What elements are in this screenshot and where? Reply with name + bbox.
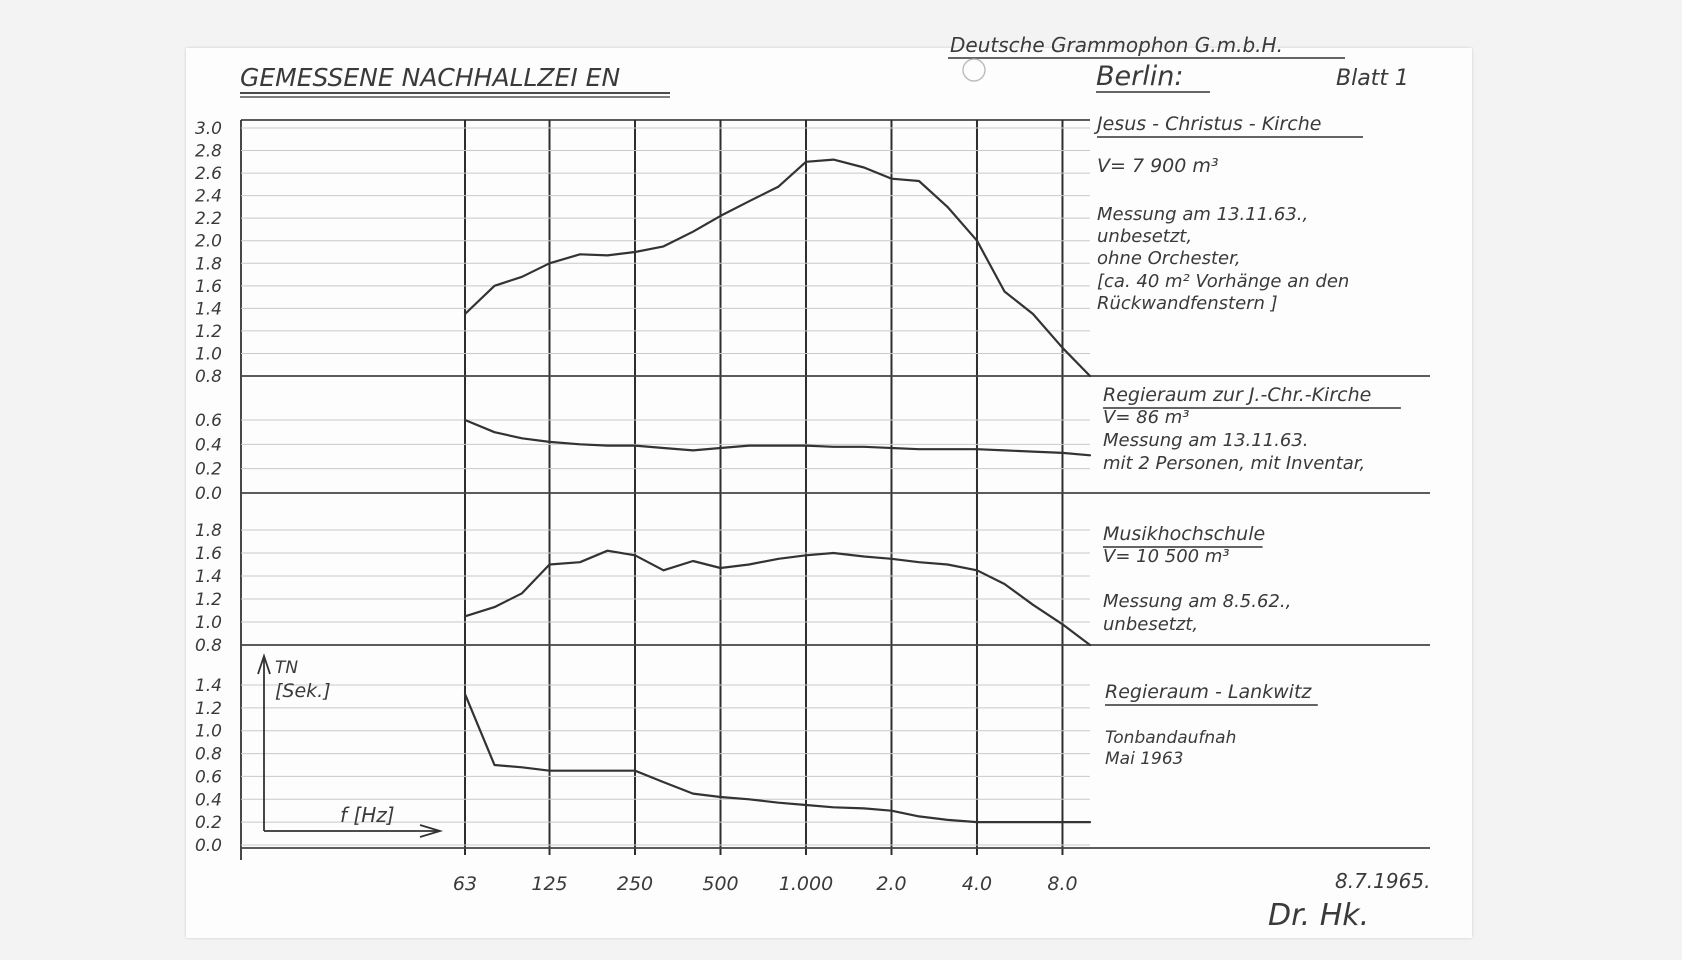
y-tick-label: 1.0 <box>194 344 222 365</box>
panel-note: Rückwandfenstern ] <box>1097 293 1278 314</box>
y-tick-label: 0.4 <box>194 790 222 811</box>
curves <box>465 160 1090 823</box>
curve-3 <box>465 551 1090 645</box>
x-tick-label: 250 <box>616 873 654 895</box>
panel-note: unbesetzt, <box>1103 614 1199 635</box>
y-tick-label: 0.8 <box>194 744 222 765</box>
y-tick-label: 0.6 <box>194 767 222 788</box>
y-tick-label: 0.0 <box>194 484 222 504</box>
axis-ticks <box>195 119 1078 895</box>
signature: Dr. Hk. <box>1268 898 1370 933</box>
y-tick-label: 1.2 <box>194 698 222 719</box>
curve-1 <box>465 160 1090 376</box>
panel-note: Tonbandaufnah <box>1105 728 1237 748</box>
y-tick-label: 2.0 <box>194 231 222 252</box>
y-tick-label: 0.8 <box>194 636 222 656</box>
y-tick-label: 2.4 <box>194 186 222 207</box>
y-tick-label: 1.6 <box>194 544 222 564</box>
y-tick-label: 1.4 <box>194 299 222 320</box>
panel-note: V= 10 500 m³ <box>1103 546 1230 567</box>
panel-note: mit 2 Personen, mit Inventar, <box>1103 453 1366 474</box>
panel-note: unbesetzt, <box>1097 226 1193 247</box>
x-tick-label: 1.000 <box>778 873 834 895</box>
y-tick-label: 2.2 <box>194 209 222 230</box>
grid <box>241 120 1430 860</box>
city-label: Berlin: <box>1096 61 1184 92</box>
y-axis-unit: [Sek.] <box>275 680 331 702</box>
panel-note: V= 7 900 m³ <box>1097 155 1219 177</box>
y-tick-label: 1.6 <box>194 276 222 297</box>
panel-title: Regieraum zur J.-Chr.-Kirche <box>1103 384 1372 406</box>
y-tick-label: 1.4 <box>194 676 222 696</box>
panel-note: V= 86 m³ <box>1103 407 1190 428</box>
y-tick-label: 2.8 <box>194 141 222 162</box>
y-tick-label: 1.4 <box>194 567 222 587</box>
x-tick-label: 125 <box>531 873 568 895</box>
panel-notes <box>1093 113 1401 769</box>
document-title: GEMESSENE NACHHALLZEI EN <box>240 63 621 92</box>
panel-note: ohne Orchester, <box>1097 248 1241 269</box>
y-tick-label: 0.4 <box>194 435 222 456</box>
y-tick-label: 1.8 <box>194 521 222 541</box>
punch-hole <box>963 59 985 81</box>
y-tick-label: 1.8 <box>194 254 222 275</box>
y-tick-label: 3.0 <box>194 119 222 139</box>
y-axis-symbol: TN <box>275 658 299 678</box>
y-tick-label: 2.6 <box>194 164 222 185</box>
sheet-label: Blatt 1 <box>1336 66 1409 91</box>
x-tick-label: 8.0 <box>1047 873 1078 895</box>
document-date: 8.7.1965. <box>1335 869 1431 893</box>
y-tick-label: 0.2 <box>194 813 222 834</box>
curve-2 <box>465 420 1090 455</box>
x-tick-label: 500 <box>702 873 739 895</box>
panel-note: Messung am 13.11.63., <box>1097 204 1309 225</box>
y-tick-label: 0.8 <box>194 367 222 387</box>
panel-note: Mai 1963 <box>1105 749 1184 769</box>
y-tick-label: 0.0 <box>194 836 222 856</box>
panel-title: Musikhochschule <box>1103 523 1266 545</box>
company-name: Deutsche Grammophon G.m.b.H. <box>950 33 1283 57</box>
x-axis-label: f [Hz] <box>340 803 395 827</box>
y-tick-label: 1.2 <box>194 590 222 610</box>
x-tick-label: 63 <box>452 873 478 895</box>
y-tick-label: 0.6 <box>194 411 222 431</box>
panel-title: Regieraum - Lankwitz <box>1105 681 1312 703</box>
y-tick-label: 1.0 <box>194 613 222 633</box>
panel-note: Messung am 8.5.62., <box>1103 591 1292 612</box>
curve-4 <box>465 694 1090 822</box>
y-tick-label: 0.2 <box>194 459 222 480</box>
y-tick-label: 1.2 <box>194 321 222 342</box>
panel-note: Messung am 13.11.63. <box>1103 430 1309 451</box>
x-tick-label: 4.0 <box>961 873 993 895</box>
panel-title: Jesus - Christus - Kirche <box>1097 113 1322 135</box>
x-tick-label: 2.0 <box>876 873 907 895</box>
y-tick-label: 1.0 <box>194 721 222 742</box>
panel-note: [ca. 40 m² Vorhänge an den <box>1097 271 1350 292</box>
